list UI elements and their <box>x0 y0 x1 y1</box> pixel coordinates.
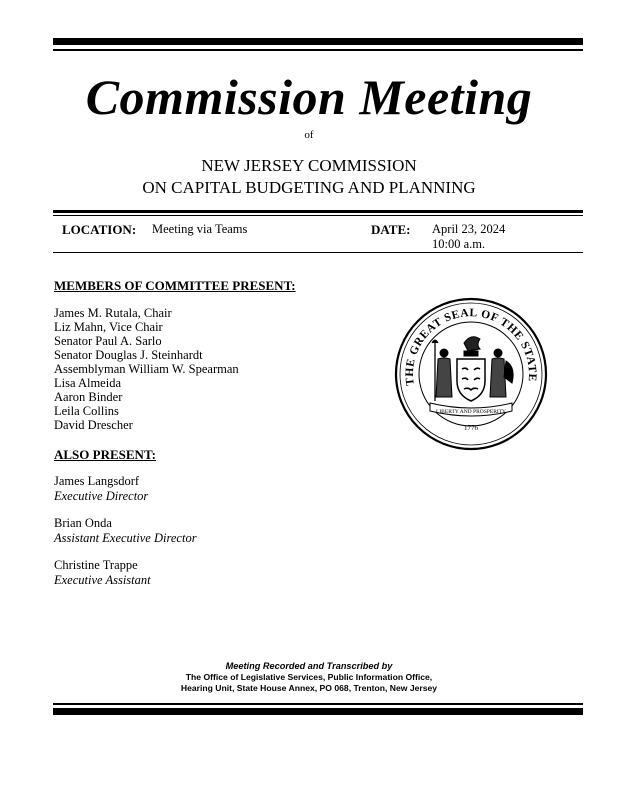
meeting-date: April 23, 2024 <box>432 222 506 236</box>
footer-line-2: The Office of Legislative Services, Public Information Office, <box>185 672 433 682</box>
person-title: Executive Director <box>54 489 149 503</box>
member-item: Assemblyman William W. Spearman <box>54 362 239 376</box>
member-item: Senator Paul A. Sarlo <box>54 334 162 348</box>
also-present-person <box>54 516 197 546</box>
svg-text:LIBERTY AND PROSPERITY: LIBERTY AND PROSPERITY <box>435 409 507 415</box>
member-item: David Drescher <box>54 418 133 432</box>
top-thick-rule <box>53 38 583 45</box>
date-value <box>432 222 505 252</box>
person-name: Brian Onda <box>54 516 112 530</box>
member-item: James M. Rutala, Chair <box>54 306 172 320</box>
info-bottom-rule <box>53 252 583 253</box>
organization-line-2: ON CAPITAL BUDGETING AND PLANNING <box>142 178 476 197</box>
date-label: DATE: <box>371 222 411 237</box>
also-present-heading: ALSO PRESENT: <box>54 447 156 462</box>
person-name: James Langsdorf <box>54 474 140 488</box>
info-thick-rule <box>53 210 583 213</box>
footer-line-3: Hearing Unit, State House Annex, PO 068, Trenton, New Jersey <box>180 683 438 693</box>
location-value: Meeting via Teams <box>152 222 248 236</box>
info-thin-rule <box>53 215 583 216</box>
person-name: Christine Trappe <box>54 558 138 572</box>
member-item: Aaron Binder <box>54 390 123 404</box>
of-text: of <box>304 129 314 141</box>
svg-text:1776: 1776 <box>464 424 478 432</box>
person-title: Executive Assistant <box>54 573 151 587</box>
top-thin-rule <box>53 49 583 51</box>
members-list <box>54 306 239 432</box>
organization-name <box>0 155 618 199</box>
location-label: LOCATION: <box>62 222 137 237</box>
great-seal-of-new-jersey-icon <box>394 297 548 451</box>
bottom-thin-rule <box>53 703 583 705</box>
organization-line-1: NEW JERSEY COMMISSION <box>201 156 417 175</box>
person-title: Assistant Executive Director <box>54 531 197 545</box>
meeting-time: 10:00 a.m. <box>432 237 486 251</box>
members-heading: MEMBERS OF COMMITTEE PRESENT: <box>54 278 296 293</box>
member-item: Senator Douglas J. Steinhardt <box>54 348 203 362</box>
svg-text:THE GREAT SEAL OF THE STATE OF: THE GREAT SEAL OF THE STATE <box>403 307 539 387</box>
also-present-person <box>54 474 148 504</box>
member-item: Liz Mahn, Vice Chair <box>54 320 163 334</box>
document-title: Commission Meeting <box>85 69 533 125</box>
footer-line-1: Meeting Recorded and Transcribed by <box>225 661 393 671</box>
also-present-person <box>54 558 151 588</box>
member-item: Leila Collins <box>54 404 119 418</box>
bottom-thick-rule <box>53 708 583 715</box>
member-item: Lisa Almeida <box>54 376 121 390</box>
transcription-credit <box>0 661 618 694</box>
